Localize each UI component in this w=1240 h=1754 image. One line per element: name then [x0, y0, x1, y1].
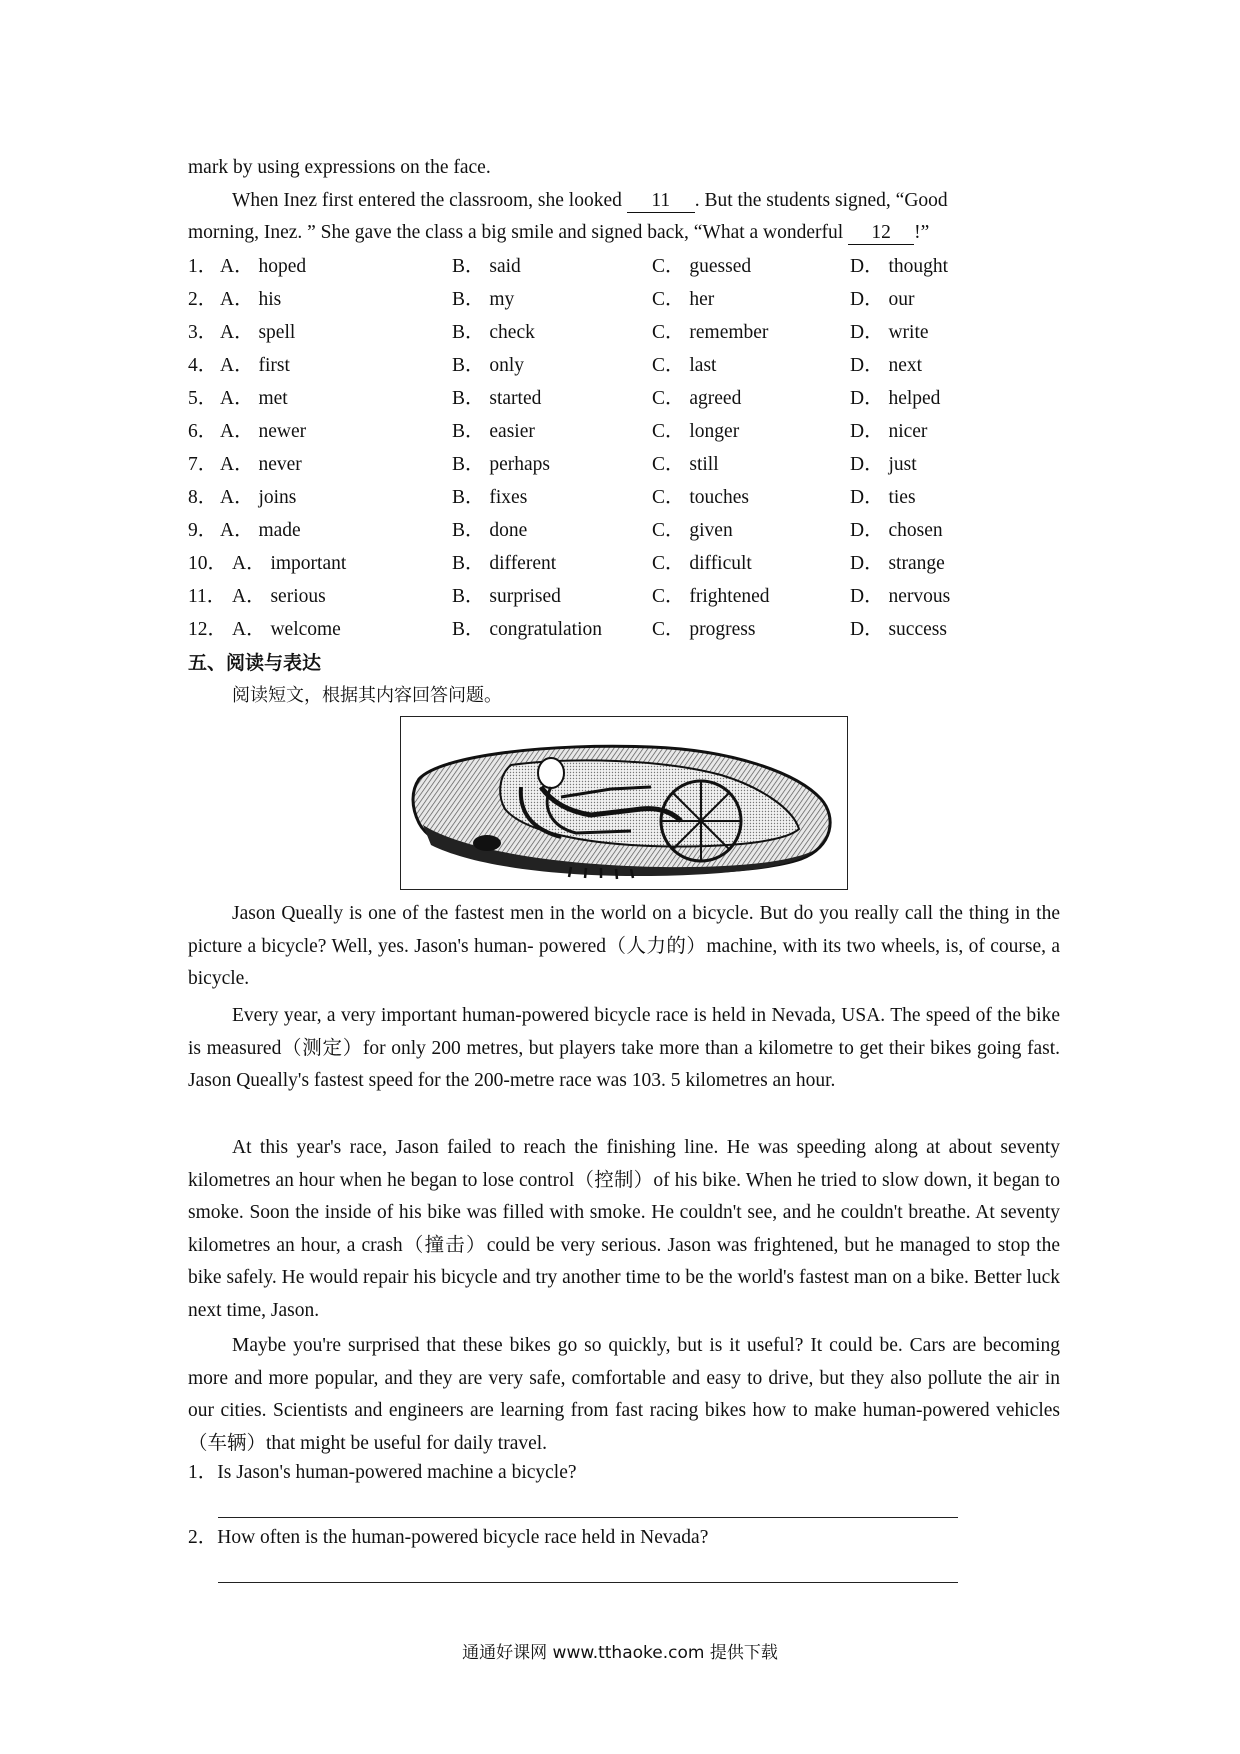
option-num: 9． [188, 520, 218, 541]
option-c: C． longer [652, 421, 740, 442]
option-d: D． just [850, 454, 917, 475]
option-a: A． important [232, 553, 347, 574]
option-d: D． ties [850, 487, 916, 508]
question-number: 2． [188, 1527, 218, 1548]
option-a: A． first [220, 355, 290, 376]
passage-paragraph-4: Maybe you're surprised that these bikes go so quickly, but is it useful? It could be. Cars are becoming more and more popular, and they are very safe, comfortable and easy to drive, but they also pollute the air in our cities. Scientists and engineers are learning from fast racing bikes how to make human-powered vehicles（车辆）that might be useful for daily travel. [188, 1335, 1060, 1454]
option-num: 11． [188, 586, 227, 607]
option-a: A． serious [232, 586, 326, 607]
option-b: B． congratulation [452, 619, 603, 640]
option-a: A． joins [220, 487, 297, 508]
bicycle-illustration [400, 716, 848, 890]
option-c: C． difficult [652, 553, 752, 574]
option-a: A． his [220, 289, 282, 310]
option-a: A． welcome [232, 619, 341, 640]
question-text: How often is the human-powered bicycle race held in Nevada? [217, 1527, 709, 1548]
page-footer: 通通好课网 www.tthaoke.com 提供下载 [462, 1643, 778, 1663]
option-a: A． hoped [220, 256, 307, 277]
option-num: 2． [188, 289, 218, 310]
option-c: C． her [652, 289, 715, 310]
option-a: A． met [220, 388, 288, 409]
option-num: 4． [188, 355, 218, 376]
passage-paragraph-2: Every year, a very important human-powered bicycle race is held in Nevada, USA. The speed of the bike is measured（测定）for only 200 metres, but players take more than a kilometre to get their bikes going fast. Jason Queally's fastest speed for the 200-metre race was 103. 5 kilometres an hour. [188, 1005, 1060, 1092]
option-num: 8． [188, 487, 218, 508]
question-number: 1． [188, 1462, 218, 1483]
passage-paragraph-1: Jason Queally is one of the fastest men in the world on a bicycle. But do you really call the thing in the picture a bicycle? Well, yes. Jason's human- powered（人力的）machine, with its two wheels, is, of course, a bicycle. [188, 903, 1060, 990]
cloze-line-mark: mark by using expressions on the face. [188, 157, 491, 178]
option-c: C． last [652, 355, 717, 376]
cloze-text: !” [914, 222, 930, 243]
option-c: C． given [652, 520, 733, 541]
cloze-text: . But the students signed, “Good [694, 190, 948, 211]
question-1 [188, 1461, 577, 1485]
option-d: D． helped [850, 388, 941, 409]
cloze-paragraph-line-1 [232, 189, 948, 213]
question-text: Is Jason's human-powered machine a bicycle? [217, 1462, 577, 1483]
option-a: A． made [220, 520, 301, 541]
option-d: D． write [850, 322, 929, 343]
option-num: 5． [188, 388, 218, 409]
option-d: D． next [850, 355, 923, 376]
cloze-text: morning, Inez. ” She gave the class a big smile and signed back, “What a wonderful [188, 222, 849, 243]
option-a: A． newer [220, 421, 307, 442]
cloze-paragraph-line-2 [188, 221, 929, 245]
cloze-text: When Inez first entered the classroom, she looked [232, 190, 627, 211]
option-d: D． nicer [850, 421, 928, 442]
option-d: D． chosen [850, 520, 943, 541]
option-b: B． my [452, 289, 515, 310]
option-a: A． spell [220, 322, 296, 343]
option-c: C． guessed [652, 256, 752, 277]
option-num: 1． [188, 256, 218, 277]
option-c: C． still [652, 454, 719, 475]
option-b: B． said [452, 256, 521, 277]
section-title: 五、阅读与表达 [188, 652, 322, 674]
option-c: C． frightened [652, 586, 770, 607]
option-c: C． touches [652, 487, 749, 508]
option-b: B． fixes [452, 487, 528, 508]
option-num: 6． [188, 421, 218, 442]
option-b: B． done [452, 520, 528, 541]
option-num: 10． [188, 553, 228, 574]
blank-11: 11 [627, 190, 695, 213]
option-b: B． perhaps [452, 454, 551, 475]
passage-paragraph-3: At this year's race, Jason failed to reach the finishing line. He was speeding along at about seventy kilometres an hour when he began to lose control（控制）of his bike. When he tried to slow down, it began to smoke. Soon the inside of his bike was filled with smoke. He couldn't see, and he couldn't breathe. At seventy kilometres an hour, a crash（撞击）could be very serious. Jason was frightened, but he managed to stop the bike safely. He would repair his bicycle and try another time to be the world's fastest man on a bike. Better luck next time, Jason. [188, 1137, 1060, 1321]
option-b: B． different [452, 553, 557, 574]
option-c: C． remember [652, 322, 769, 343]
option-b: B． check [452, 322, 535, 343]
option-c: C． agreed [652, 388, 742, 409]
option-a: A． never [220, 454, 302, 475]
option-d: D． our [850, 289, 915, 310]
question-2 [188, 1526, 708, 1550]
section-instruction: 阅读短文，根据其内容回答问题。 [232, 685, 502, 706]
option-num: 3． [188, 322, 218, 343]
answer-line-2[interactable] [218, 1582, 958, 1583]
option-d: D． nervous [850, 586, 951, 607]
option-d: D． strange [850, 553, 945, 574]
option-b: B． easier [452, 421, 535, 442]
blank-12: 12 [848, 222, 914, 245]
option-d: D． success [850, 619, 947, 640]
option-num: 7． [188, 454, 218, 475]
option-b: B． started [452, 388, 542, 409]
option-b: B． only [452, 355, 525, 376]
option-b: B． surprised [452, 586, 561, 607]
option-d: D． thought [850, 256, 949, 277]
option-num: 12． [188, 619, 228, 640]
option-c: C． progress [652, 619, 756, 640]
recumbent-bike-icon [401, 717, 846, 888]
answer-line-1[interactable] [218, 1517, 958, 1518]
